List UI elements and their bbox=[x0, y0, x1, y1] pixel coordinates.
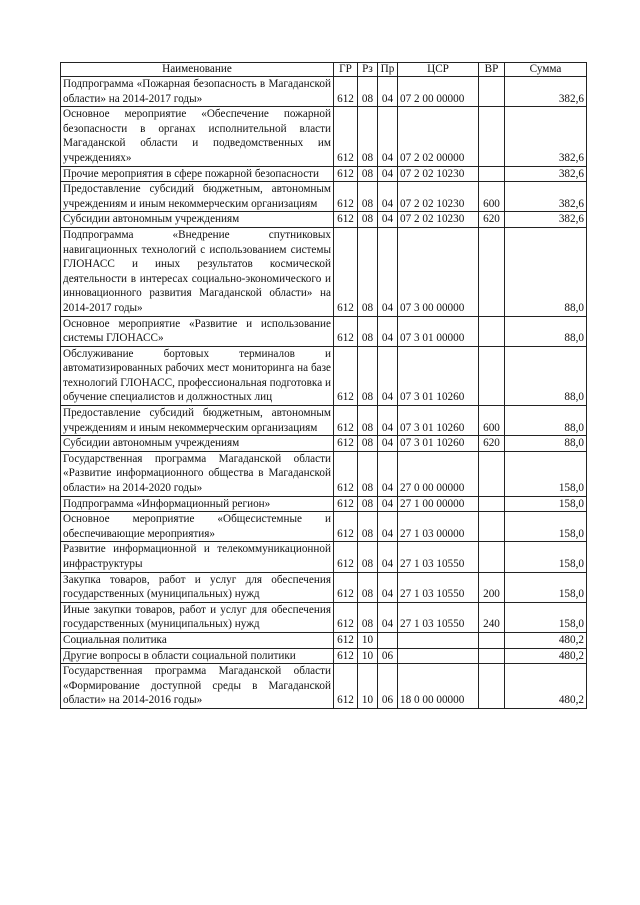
row-csr: 18 0 00 00000 bbox=[398, 664, 479, 709]
row-pr: 04 bbox=[378, 212, 398, 228]
table-row bbox=[61, 166, 587, 182]
table-row bbox=[61, 664, 587, 709]
row-rz: 08 bbox=[358, 496, 378, 512]
table-row bbox=[61, 227, 587, 316]
row-rz: 08 bbox=[358, 166, 378, 182]
row-csr: 07 3 01 10260 bbox=[398, 406, 479, 436]
row-vr bbox=[479, 512, 505, 542]
row-gr: 612 bbox=[334, 77, 358, 107]
row-pr: 04 bbox=[378, 406, 398, 436]
row-gr: 612 bbox=[334, 512, 358, 542]
table-row bbox=[61, 496, 587, 512]
row-csr: 07 2 02 00000 bbox=[398, 107, 479, 166]
row-vr bbox=[479, 664, 505, 709]
row-csr: 07 2 02 10230 bbox=[398, 212, 479, 228]
row-sum: 480,2 bbox=[505, 632, 587, 648]
row-gr: 612 bbox=[334, 212, 358, 228]
row-rz: 08 bbox=[358, 436, 378, 452]
row-rz: 08 bbox=[358, 227, 378, 316]
row-sum: 158,0 bbox=[505, 496, 587, 512]
row-sum: 158,0 bbox=[505, 602, 587, 632]
row-name: Развитие информационной и телекоммуникационной инфраструктуры bbox=[61, 542, 334, 572]
row-name: Иные закупки товаров, работ и услуг для обеспечения государственных (муниципальных) нужд bbox=[61, 602, 334, 632]
row-rz: 08 bbox=[358, 316, 378, 346]
table-row bbox=[61, 542, 587, 572]
row-name: Основное мероприятие «Обеспечение пожарной безопасности в органах исполнительной власти Магаданской области и подведомственных им учреждениях» bbox=[61, 107, 334, 166]
row-csr: 07 2 02 10230 bbox=[398, 166, 479, 182]
row-gr: 612 bbox=[334, 632, 358, 648]
row-vr bbox=[479, 227, 505, 316]
row-rz: 08 bbox=[358, 512, 378, 542]
row-vr bbox=[479, 316, 505, 346]
row-sum: 480,2 bbox=[505, 664, 587, 709]
row-sum: 158,0 bbox=[505, 572, 587, 602]
row-name: Социальная политика bbox=[61, 632, 334, 648]
row-pr: 04 bbox=[378, 227, 398, 316]
table-row bbox=[61, 406, 587, 436]
row-rz: 08 bbox=[358, 212, 378, 228]
row-sum: 480,2 bbox=[505, 648, 587, 664]
row-name: Государственная программа Магаданской области «Развитие информационного общества в Магаданской области» на 2014-2020 годы» bbox=[61, 451, 334, 496]
table-row bbox=[61, 316, 587, 346]
table-row bbox=[61, 648, 587, 664]
row-csr: 27 1 03 10550 bbox=[398, 572, 479, 602]
row-gr: 612 bbox=[334, 107, 358, 166]
row-name: Прочие мероприятия в сфере пожарной безопасности bbox=[61, 166, 334, 182]
row-pr: 04 bbox=[378, 166, 398, 182]
row-sum: 158,0 bbox=[505, 512, 587, 542]
row-gr: 612 bbox=[334, 572, 358, 602]
row-csr: 27 0 00 00000 bbox=[398, 451, 479, 496]
row-rz: 08 bbox=[358, 451, 378, 496]
table-row bbox=[61, 77, 587, 107]
row-pr: 04 bbox=[378, 512, 398, 542]
column-header-rz: Рз bbox=[358, 63, 378, 77]
row-rz: 08 bbox=[358, 77, 378, 107]
row-vr bbox=[479, 496, 505, 512]
row-name: Закупка товаров, работ и услуг для обеспечения государственных (муниципальных) нужд bbox=[61, 572, 334, 602]
table-header-row bbox=[61, 63, 587, 77]
row-pr: 04 bbox=[378, 346, 398, 405]
row-vr bbox=[479, 451, 505, 496]
row-csr: 07 2 00 00000 bbox=[398, 77, 479, 107]
row-pr: 04 bbox=[378, 602, 398, 632]
row-csr: 07 3 00 00000 bbox=[398, 227, 479, 316]
row-rz: 08 bbox=[358, 346, 378, 405]
row-pr: 04 bbox=[378, 572, 398, 602]
row-gr: 612 bbox=[334, 166, 358, 182]
row-name: Другие вопросы в области социальной политики bbox=[61, 648, 334, 664]
row-vr bbox=[479, 77, 505, 107]
row-pr: 04 bbox=[378, 436, 398, 452]
table-row bbox=[61, 451, 587, 496]
row-vr bbox=[479, 107, 505, 166]
row-name: Предоставление субсидий бюджетным, автономным учреждениям и иным некоммерческим организациям bbox=[61, 182, 334, 212]
row-sum: 382,6 bbox=[505, 182, 587, 212]
row-sum: 88,0 bbox=[505, 406, 587, 436]
row-vr bbox=[479, 346, 505, 405]
table-row bbox=[61, 107, 587, 166]
row-csr: 27 1 03 00000 bbox=[398, 512, 479, 542]
row-vr bbox=[479, 632, 505, 648]
row-name: Подпрограмма «Пожарная безопасность в Магаданской области» на 2014-2017 годы» bbox=[61, 77, 334, 107]
row-name: Субсидии автономным учреждениям bbox=[61, 212, 334, 228]
row-gr: 612 bbox=[334, 406, 358, 436]
row-vr: 200 bbox=[479, 572, 505, 602]
row-gr: 612 bbox=[334, 451, 358, 496]
row-sum: 382,6 bbox=[505, 107, 587, 166]
row-rz: 08 bbox=[358, 602, 378, 632]
row-pr: 04 bbox=[378, 182, 398, 212]
row-sum: 382,6 bbox=[505, 212, 587, 228]
column-header-name: Наименование bbox=[61, 63, 334, 77]
row-name: Подпрограмма «Внедрение спутниковых навигационных технологий с использованием системы ГЛОНАСС и иных результатов космической деятельности в интересах социально-экономического и инновационного развития Магаданской области» на 2014-2017 годы» bbox=[61, 227, 334, 316]
row-gr: 612 bbox=[334, 227, 358, 316]
row-csr: 07 3 01 00000 bbox=[398, 316, 479, 346]
row-sum: 88,0 bbox=[505, 346, 587, 405]
row-name: Подпрограмма «Информационный регион» bbox=[61, 496, 334, 512]
column-header-gr: ГР bbox=[334, 63, 358, 77]
row-rz: 10 bbox=[358, 648, 378, 664]
table-row bbox=[61, 436, 587, 452]
row-gr: 612 bbox=[334, 664, 358, 709]
row-rz: 08 bbox=[358, 572, 378, 602]
row-csr bbox=[398, 632, 479, 648]
row-vr: 620 bbox=[479, 212, 505, 228]
row-vr: 620 bbox=[479, 436, 505, 452]
row-name: Предоставление субсидий бюджетным, автономным учреждениям и иным некоммерческим организациям bbox=[61, 406, 334, 436]
row-pr: 04 bbox=[378, 542, 398, 572]
row-gr: 612 bbox=[334, 346, 358, 405]
row-pr: 06 bbox=[378, 648, 398, 664]
row-rz: 08 bbox=[358, 182, 378, 212]
table-row bbox=[61, 572, 587, 602]
row-vr bbox=[479, 648, 505, 664]
table-row bbox=[61, 212, 587, 228]
row-gr: 612 bbox=[334, 496, 358, 512]
table-row bbox=[61, 346, 587, 405]
column-header-sum: Сумма bbox=[505, 63, 587, 77]
row-csr: 07 2 02 10230 bbox=[398, 182, 479, 212]
row-name: Государственная программа Магаданской области «Формирование доступной среды в Магаданской области» на 2014-2016 годы» bbox=[61, 664, 334, 709]
column-header-pr: Пр bbox=[378, 63, 398, 77]
row-rz: 08 bbox=[358, 107, 378, 166]
row-pr: 04 bbox=[378, 316, 398, 346]
budget-document bbox=[60, 62, 587, 709]
row-sum: 382,6 bbox=[505, 166, 587, 182]
row-vr: 600 bbox=[479, 406, 505, 436]
row-sum: 88,0 bbox=[505, 316, 587, 346]
table-row bbox=[61, 602, 587, 632]
row-pr: 04 bbox=[378, 496, 398, 512]
row-gr: 612 bbox=[334, 542, 358, 572]
row-vr bbox=[479, 166, 505, 182]
row-pr: 04 bbox=[378, 107, 398, 166]
row-name: Обслуживание бортовых терминалов и автоматизированных рабочих мест мониторинга на базе технологий ГЛОНАСС, профессиональная подготовка и обучение специалистов и должностных лиц bbox=[61, 346, 334, 405]
row-csr: 27 1 03 10550 bbox=[398, 602, 479, 632]
row-rz: 10 bbox=[358, 664, 378, 709]
row-vr: 240 bbox=[479, 602, 505, 632]
row-name: Субсидии автономным учреждениям bbox=[61, 436, 334, 452]
row-pr: 04 bbox=[378, 451, 398, 496]
row-csr bbox=[398, 648, 479, 664]
row-rz: 08 bbox=[358, 542, 378, 572]
column-header-csr: ЦСР bbox=[398, 63, 479, 77]
row-gr: 612 bbox=[334, 316, 358, 346]
row-rz: 10 bbox=[358, 632, 378, 648]
column-header-vr: ВР bbox=[479, 63, 505, 77]
row-gr: 612 bbox=[334, 182, 358, 212]
row-name: Основное мероприятие «Развитие и использование системы ГЛОНАСС» bbox=[61, 316, 334, 346]
table-body bbox=[61, 77, 587, 709]
row-pr: 06 bbox=[378, 664, 398, 709]
row-sum: 88,0 bbox=[505, 227, 587, 316]
row-gr: 612 bbox=[334, 648, 358, 664]
table-row bbox=[61, 512, 587, 542]
table-row bbox=[61, 632, 587, 648]
row-sum: 158,0 bbox=[505, 451, 587, 496]
row-csr: 07 3 01 10260 bbox=[398, 436, 479, 452]
row-gr: 612 bbox=[334, 602, 358, 632]
row-sum: 382,6 bbox=[505, 77, 587, 107]
row-sum: 158,0 bbox=[505, 542, 587, 572]
row-pr: 04 bbox=[378, 77, 398, 107]
row-gr: 612 bbox=[334, 436, 358, 452]
row-csr: 07 3 01 10260 bbox=[398, 346, 479, 405]
row-csr: 27 1 00 00000 bbox=[398, 496, 479, 512]
row-rz: 08 bbox=[358, 406, 378, 436]
row-name: Основное мероприятие «Общесистемные и обеспечивающие мероприятия» bbox=[61, 512, 334, 542]
budget-table bbox=[60, 62, 587, 709]
row-sum: 88,0 bbox=[505, 436, 587, 452]
row-pr bbox=[378, 632, 398, 648]
table-row bbox=[61, 182, 587, 212]
row-csr: 27 1 03 10550 bbox=[398, 542, 479, 572]
row-vr bbox=[479, 542, 505, 572]
row-vr: 600 bbox=[479, 182, 505, 212]
